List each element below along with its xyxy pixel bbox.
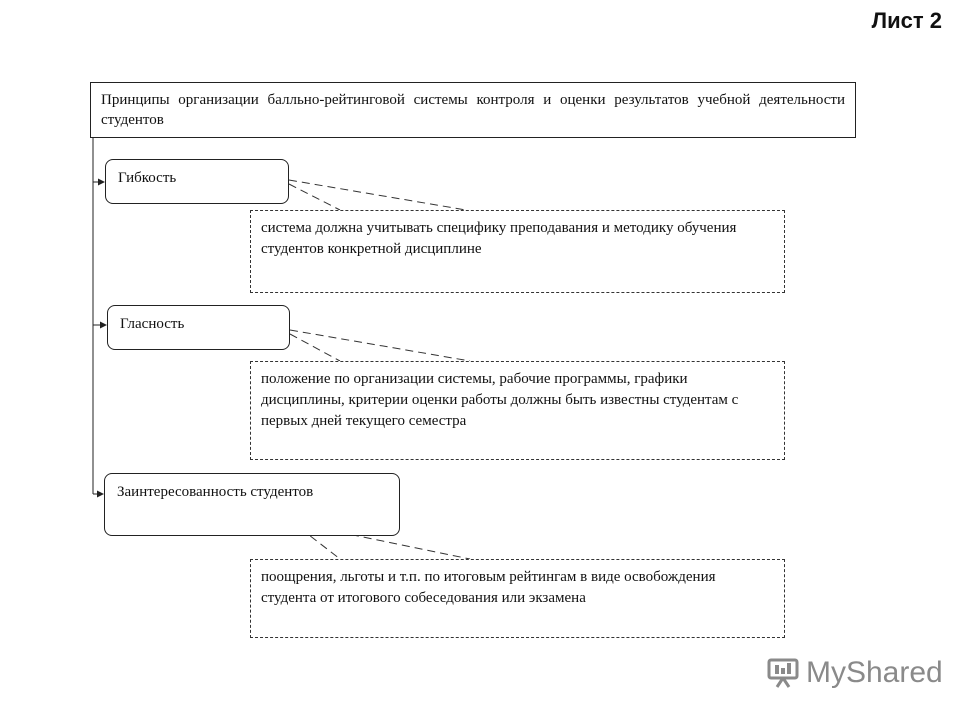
arrow-flexibility (93, 179, 105, 186)
description-student-interest: поощрения, льготы и т.п. по итоговым рейтингам в виде освобождения студента от итогового собеседования или экзамена (250, 559, 785, 638)
watermark-text: MyShared (806, 656, 943, 689)
callout-transparency (290, 330, 470, 361)
callout-flexibility (289, 180, 466, 210)
principle-transparency: Гласность (107, 305, 290, 350)
description-flexibility: система должна учитывать специфику преподавания и методику обучения студентов конкретной дисциплине (250, 210, 785, 293)
arrow-interest (93, 491, 104, 498)
arrow-transparency (93, 322, 107, 329)
diagram-title: Принципы организации балльно-рейтинговой системы контроля и оценки результатов учебной деятельности студентов (90, 82, 856, 138)
principle-student-interest: Заинтересованность студентов (104, 473, 400, 536)
description-transparency: положение по организации системы, рабочие программы, графики дисциплины, критерии оценки работы должны быть известны студентам с первых дней текущего семестра (250, 361, 785, 460)
principle-flexibility: Гибкость (105, 159, 289, 204)
watermark (766, 656, 943, 690)
presentation-board-icon (766, 657, 800, 689)
sheet-label: Лист 2 (871, 8, 942, 33)
